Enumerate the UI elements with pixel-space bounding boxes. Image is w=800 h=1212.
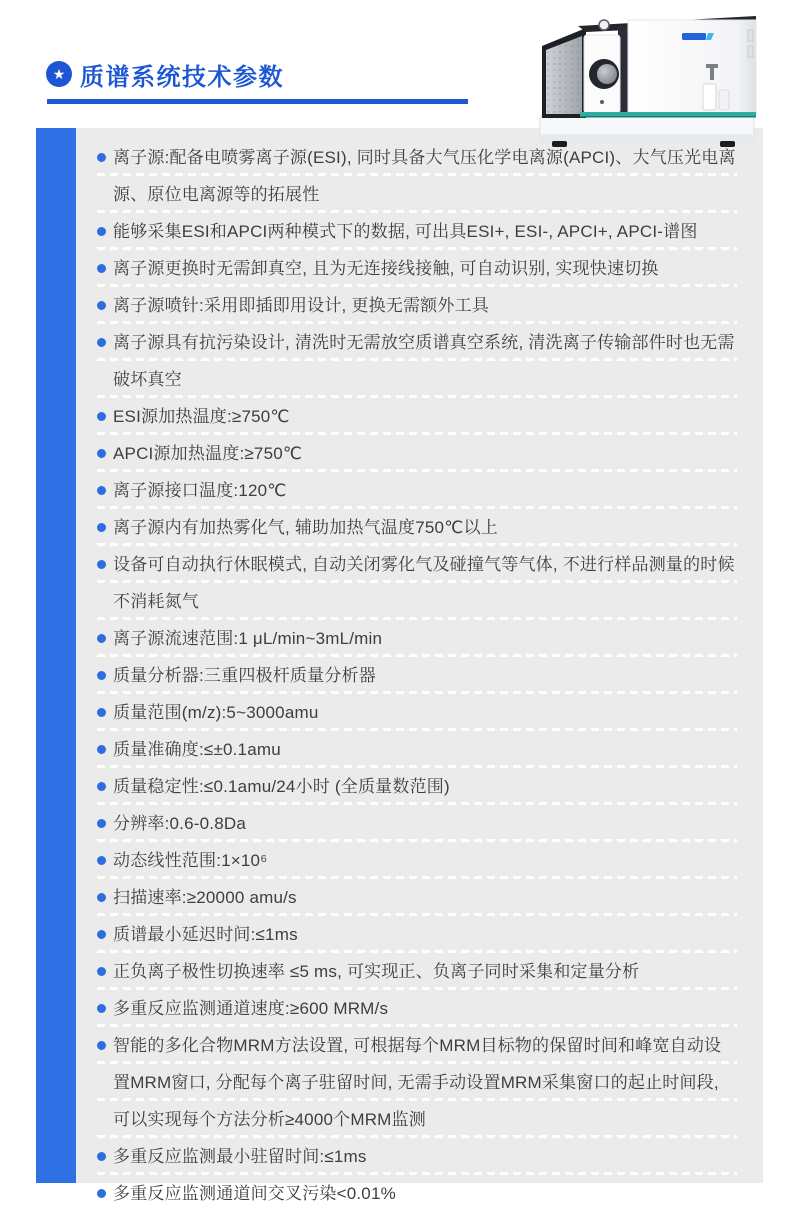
spec-item-text: 多重反应监测最小驻留时间:≤1ms [113, 1147, 367, 1166]
bullet-icon [97, 634, 106, 643]
spec-item [97, 250, 737, 287]
spec-item [97, 916, 737, 953]
spec-item [97, 1175, 737, 1212]
bullet-icon [97, 523, 106, 532]
spec-item-text: 离子源接口温度:120℃ [113, 481, 287, 500]
bullet-icon [97, 1004, 106, 1013]
spec-item-text: 质量稳定性:≤0.1amu/24小时 (全质量数范围) [113, 777, 450, 796]
bullet-icon [97, 1041, 106, 1050]
spec-item-text: 多重反应监测通道间交叉污染<0.01% [113, 1184, 396, 1203]
spec-list [97, 139, 737, 1212]
spec-item-text: 质量分析器:三重四极杆质量分析器 [113, 666, 376, 685]
mass-spectrometer-image [522, 2, 770, 148]
spec-item-text: 离子源更换时无需卸真空, 且为无连接线接触, 可自动识别, 实现快速切换 [113, 259, 659, 278]
spec-item [97, 139, 737, 213]
spec-item [97, 435, 737, 472]
spec-item-text: 质谱最小延迟时间:≤1ms [113, 925, 298, 944]
spec-item [97, 768, 737, 805]
bullet-icon [97, 1189, 106, 1198]
spec-item-text: 分辨率:0.6-0.8Da [113, 814, 246, 833]
spec-item [97, 472, 737, 509]
spec-item [97, 324, 737, 398]
spec-item [97, 731, 737, 768]
spec-item-text: APCI源加热温度:≥750℃ [113, 444, 303, 463]
left-accent-bar [36, 128, 76, 1183]
spec-item [97, 620, 737, 657]
bullet-icon [97, 856, 106, 865]
bullet-icon [97, 893, 106, 902]
bullet-icon [97, 301, 106, 310]
spec-item [97, 657, 737, 694]
spec-item-text: 离子源:配备电喷雾离子源(ESI), 同时具备大气压化学电离源(APCI)、大气压光电离源、原位电离源等的拓展性 [113, 148, 736, 204]
spec-item [97, 805, 737, 842]
spec-item [97, 990, 737, 1027]
bullet-icon [97, 1152, 106, 1161]
spec-item [97, 1138, 737, 1175]
bullet-icon [97, 745, 106, 754]
spec-item-text: 质量范围(m/z):5~3000amu [113, 703, 319, 722]
bullet-icon [97, 153, 106, 162]
spec-item [97, 1027, 737, 1138]
bullet-icon [97, 671, 106, 680]
bullet-icon [97, 449, 106, 458]
spec-item [97, 509, 737, 546]
bullet-icon [97, 227, 106, 236]
bullet-icon [97, 782, 106, 791]
spec-item-text: 质量准确度:≤±0.1amu [113, 740, 281, 759]
spec-item-text: 离子源内有加热雾化气, 辅助加热气温度750℃以上 [113, 518, 498, 537]
spec-item-text: ESI源加热温度:≥750℃ [113, 407, 290, 426]
spec-item [97, 953, 737, 990]
spec-item-text: 正负离子极性切换速率 ≤5 ms, 可实现正、负离子同时采集和定量分析 [113, 962, 640, 981]
spec-item-text: 多重反应监测通道速度:≥600 MRM/s [113, 999, 389, 1018]
star-badge-icon [46, 61, 72, 87]
bullet-icon [97, 930, 106, 939]
spec-item-text: 离子源喷针:采用即插即用设计, 更换无需额外工具 [113, 296, 489, 315]
spec-item [97, 842, 737, 879]
spec-item-text: 扫描速率:≥20000 amu/s [113, 888, 297, 907]
spec-item-text: 设备可自动执行休眠模式, 自动关闭雾化气及碰撞气等气体, 不进行样品测量的时候不消耗氮气 [113, 555, 735, 611]
bullet-icon [97, 967, 106, 976]
bullet-icon [97, 338, 106, 347]
spec-item [97, 546, 737, 620]
star-glyph: ★ [52, 66, 66, 82]
spec-item [97, 879, 737, 916]
spec-item [97, 398, 737, 435]
spec-item-text: 动态线性范围:1×10⁶ [113, 851, 268, 870]
spec-item [97, 694, 737, 731]
bullet-icon [97, 819, 106, 828]
title-underline [47, 99, 468, 104]
bullet-icon [97, 412, 106, 421]
bullet-icon [97, 560, 106, 569]
page-title: 质谱系统技术参数 [80, 64, 284, 91]
bullet-icon [97, 486, 106, 495]
bullet-icon [97, 708, 106, 717]
spec-item-text: 能够采集ESI和APCI两种模式下的数据, 可出具ESI+, ESI-, APCI+, APCI-谱图 [113, 222, 698, 241]
bullet-icon [97, 264, 106, 273]
spec-item-text: 离子源流速范围:1 μL/min~3mL/min [113, 629, 383, 648]
spec-item [97, 287, 737, 324]
spec-item [97, 213, 737, 250]
spec-item-text: 离子源具有抗污染设计, 清洗时无需放空质谱真空系统, 清洗离子传输部件时也无需破坏真空 [113, 333, 735, 389]
spec-item-text: 智能的多化合物MRM方法设置, 可根据每个MRM目标物的保留时间和峰宽自动设置MRM窗口, 分配每个离子驻留时间, 无需手动设置MRM采集窗口的起止时间段, 可以实现每个方法分析≥4000个MRM监测 [113, 1036, 722, 1129]
